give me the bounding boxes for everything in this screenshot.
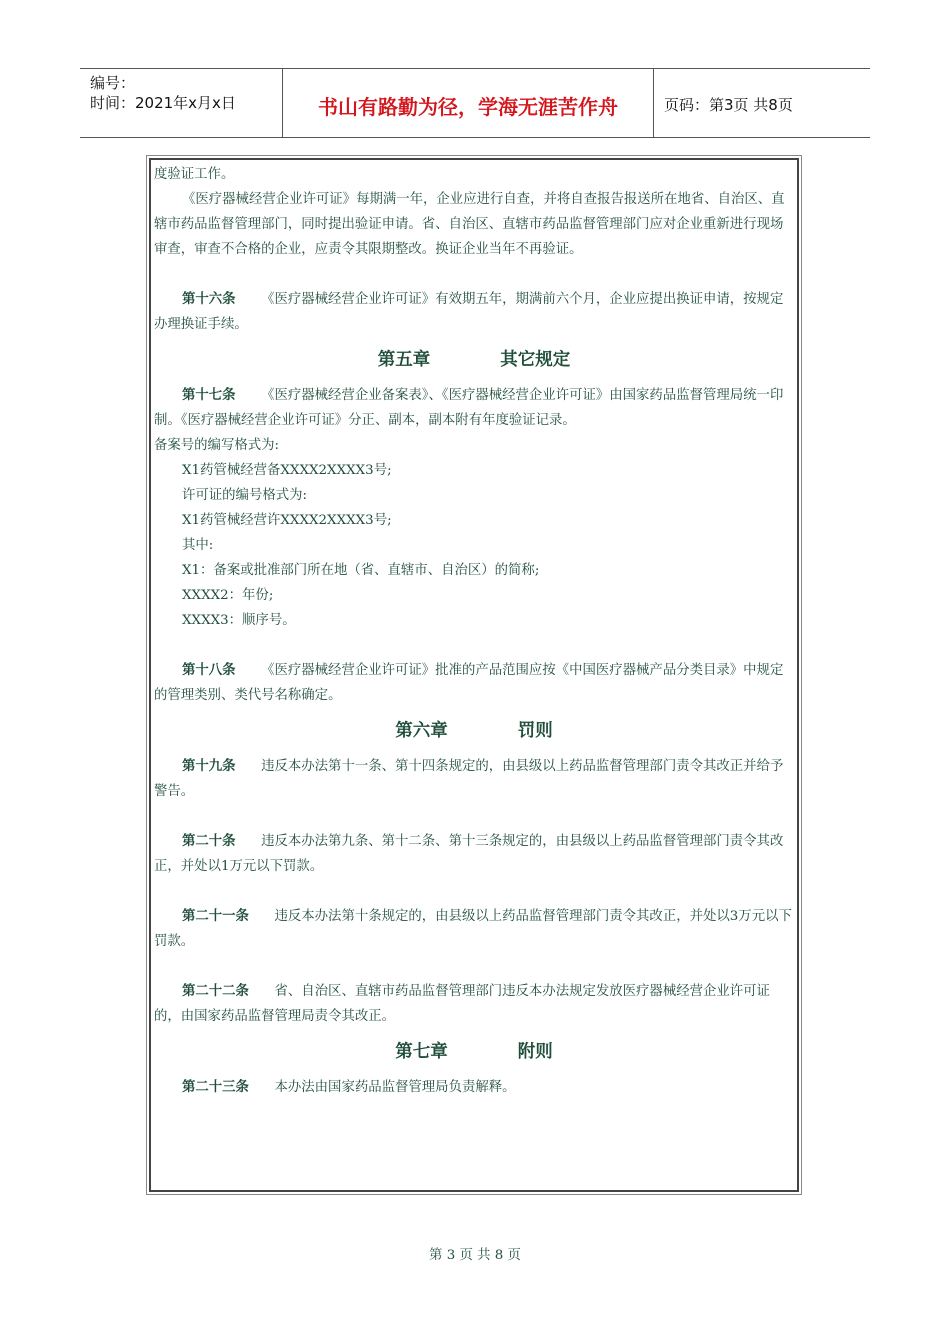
- article-22-text: 省、自治区、直辖市药品监督管理部门违反本办法规定发放医疗器械经营企业许可证的，由国家药品监督管理局责令其改正。: [154, 984, 770, 1024]
- article-17-line-7: XXXX2：年份;: [182, 588, 274, 603]
- article-17-line-3: 许可证的编号格式为:: [182, 488, 308, 503]
- header-info-cell: [80, 69, 283, 137]
- article-21-text: 违反本办法第十条规定的，由县级以上药品监督管理部门责令其改正，并处以3万元以下罚款。: [154, 909, 792, 949]
- article-17-line-5: 其中:: [182, 538, 214, 553]
- article-16: [154, 287, 794, 337]
- article-23: [154, 1075, 794, 1100]
- page-footer: 第 3 页 共 8 页: [429, 1248, 521, 1263]
- article-23-text: 本办法由国家药品监督管理局负责解释。: [274, 1080, 516, 1095]
- header-motto: 书山有路勤为径，学海无涯苦作舟: [318, 95, 618, 119]
- document-header: [80, 68, 870, 138]
- article-17-line-1: 备案号的编写格式为:: [154, 438, 280, 453]
- article-16-text: 《医疗器械经营企业许可证》有效期五年，期满前六个月，企业应提出换证申请，按规定办理换证手续。: [154, 292, 784, 332]
- article-20-text: 违反本办法第九条、第十二条、第十三条规定的，由县级以上药品监督管理部门责令其改正，并处以1万元以下罚款。: [154, 834, 784, 874]
- chapter-7-heading: [154, 1029, 794, 1075]
- document-date-label: 时间：2021年x月x日: [90, 94, 236, 112]
- article-16-title: 第十六条: [182, 291, 236, 307]
- paragraph-verification: 《医疗器械经营企业许可证》每期满一年，企业应进行自查，并将自查报告报送所在地省、自治区、直辖市药品监督管理部门，同时提出验证申请。省、自治区、直辖市药品监督管理部门应对企业重新进行现场审查，审查不合格的企业，应责令其限期整改。换证企业当年不再验证。: [154, 192, 785, 257]
- article-21-title: 第二十一条: [182, 908, 249, 924]
- chapter-7-number: 第七章: [395, 1042, 448, 1062]
- article-18-title: 第十八条: [182, 662, 236, 678]
- chapter-6-name: 罚则: [517, 721, 553, 741]
- header-motto-cell: [283, 69, 654, 137]
- article-19: [154, 754, 794, 804]
- document-body: [154, 162, 794, 1100]
- article-19-text: 违反本办法第十一条、第十四条规定的，由县级以上药品监督管理部门责令其改正并给予警告。: [154, 759, 784, 799]
- document-number-label: 编号：: [90, 74, 136, 92]
- chapter-5-name: 其它规定: [500, 350, 571, 370]
- article-21: [154, 904, 794, 954]
- chapter-5-heading: [154, 337, 794, 383]
- article-20: [154, 829, 794, 879]
- article-17-line-2: X1药管械经营备XXXX2XXXX3号;: [182, 463, 392, 478]
- header-page-cell: [654, 69, 870, 137]
- article-18-text: 《医疗器械经营企业许可证》批准的产品范围应按《中国医疗器械产品分类目录》中规定的管理类别、类代号名称确定。: [154, 663, 784, 703]
- article-17-line-4: X1药管械经营许XXXX2XXXX3号;: [182, 513, 392, 528]
- article-17-text: 《医疗器械经营企业备案表》、《医疗器械经营企业许可证》由国家药品监督管理局统一印制。《医疗器械经营企业许可证》分正、副本，副本附有年度验证记录。: [154, 388, 784, 428]
- article-17: [154, 383, 794, 433]
- article-23-title: 第二十三条: [182, 1079, 249, 1095]
- paragraph-continued: 度验证工作。: [154, 167, 235, 182]
- header-page-code: 页码：第3页 共8页: [664, 96, 793, 114]
- article-17-line-6: X1：备案或批准部门所在地（省、直辖市、自治区）的简称;: [182, 563, 540, 578]
- chapter-6-number: 第六章: [395, 721, 448, 741]
- chapter-7-name: 附则: [517, 1042, 553, 1062]
- chapter-6-heading: [154, 708, 794, 754]
- article-17-title: 第十七条: [182, 387, 236, 403]
- article-22: [154, 979, 794, 1029]
- article-19-title: 第十九条: [182, 758, 236, 774]
- article-20-title: 第二十条: [182, 833, 236, 849]
- article-22-title: 第二十二条: [182, 983, 249, 999]
- article-18: [154, 658, 794, 708]
- chapter-5-number: 第五章: [377, 350, 431, 370]
- article-17-line-8: XXXX3：顺序号。: [182, 613, 296, 628]
